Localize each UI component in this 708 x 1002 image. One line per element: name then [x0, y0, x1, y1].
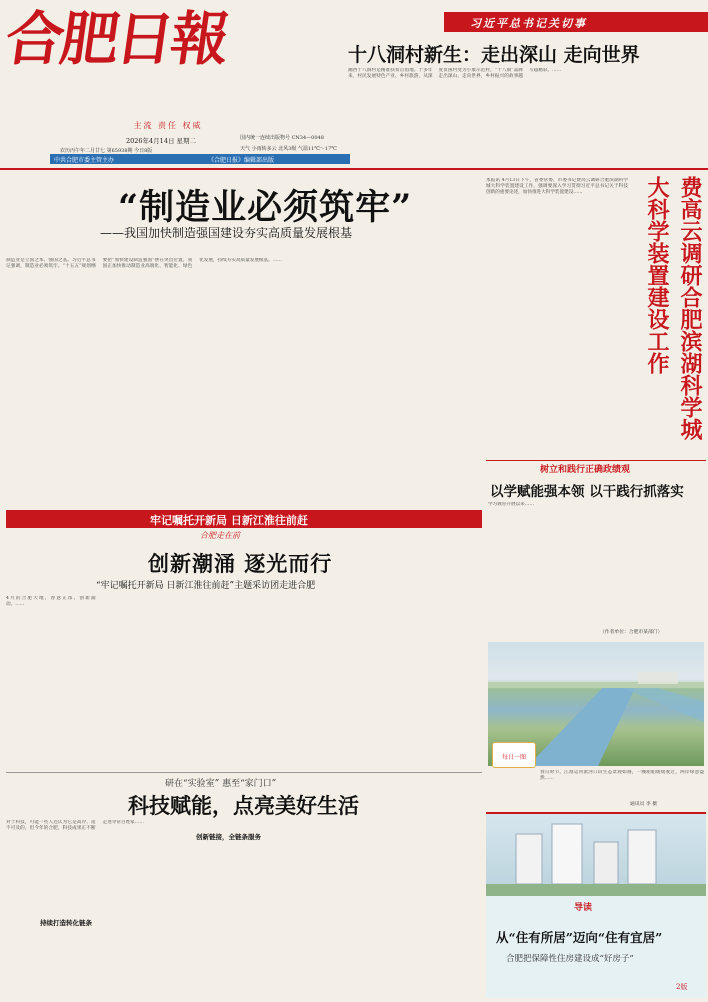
tech-headline: 科技赋能，点亮美好生活 — [128, 793, 359, 818]
tech-subhead-1: 持续打造转化链条 — [40, 919, 92, 927]
top-banner-body: 湘西十八洞村是精准扶贫首倡地。十多年来，村民发展特色产业、乡村旅游，从深度贫困村变为小康示范村，“十八洞”品牌走出深山、走向世界，乡村振兴的故事越写越精彩。…… — [348, 68, 562, 80]
photo-caption: 春日时节，江淮运河派河口段生态景观如画，一艘船舶缓缓驶过，两岸绿意盎然…… — [540, 770, 704, 782]
section-banner-text: 牢记嘱托开新局 日新江淮往前赶 — [150, 514, 308, 527]
lead-subhead: ——我国加快制造强国建设夯实高质量发展根基 — [100, 226, 353, 240]
section-body: 4月的合肥大地，春意正浓、创新涌动。…… — [6, 596, 96, 608]
tech-subhead-2: 创新链接，全链条服务 — [196, 833, 261, 841]
logo — [1, 5, 231, 73]
masthead-date: 2026年4月14日 星期二 — [126, 137, 197, 145]
side-story-body: 本报讯 4月13日下午，省委常委、市委书记费高云调研合肥滨湖科学城大科学装置建设工作，强调要深入学习贯彻习近平总书记关于科技创新的重要论述，加快推进大科学装置建设…… — [486, 178, 628, 196]
tech-rule — [6, 772, 482, 773]
top-banner-headline: 十八洞村新生：走出深山 走向世界 — [348, 44, 640, 66]
commentary-headline: 以学赋能强本领 以干践行抓落实 — [490, 484, 684, 500]
commentary-byline: （作者单位：合肥市某部门） — [600, 630, 663, 635]
commentary-rule — [486, 460, 706, 461]
promo-label: 导读 — [574, 903, 593, 913]
section-tag: 合肥走在前 — [200, 531, 240, 540]
commentary-column: 树立和践行正确政绩观 — [540, 465, 631, 475]
promo-illustration — [486, 814, 706, 896]
promo-headline: 从“住有所居”迈向“住有宜居” — [496, 930, 663, 945]
side-story-headline: 费高云调研合肥滨湖科学城大科学装置建设工作 — [644, 176, 703, 440]
photo-credit: 通讯员 李 摄 — [630, 802, 658, 807]
tech-body: 对于科技，可能一些人还认为它是高冷、遥不可及的，但今年的合肥，科技成果正不断走进寻常百姓家…… — [6, 820, 144, 832]
photo-badge — [492, 742, 536, 768]
masthead-title: 合肥日報 — [1, 5, 231, 73]
masthead-weather: 天气 小雨转多云 北风3级 气温11℃～17℃ — [240, 146, 337, 152]
commentary-body: 学习教育开展以来…… — [488, 502, 534, 507]
masthead-motto: 主流 责任 权威 — [133, 121, 203, 130]
divider — [0, 168, 708, 170]
org-bar-left: 中共合肥市委主管主办 — [54, 157, 115, 164]
top-banner-label: 习近平总书记关切事 — [470, 17, 587, 30]
org-bar-right: 《合肥日报》编辑部出版 — [208, 157, 275, 164]
promo-sub: 合肥把保障性住房建设成“好房子” — [506, 954, 634, 964]
section-headline: 创新潮涌 逐光而行 — [148, 551, 333, 576]
masthead-contact: 国内统一连续出版物号 CN34—0048 — [240, 135, 324, 141]
masthead-issue: 农历丙午年二月廿七 第65938期 今日8版 — [60, 148, 153, 154]
lead-body: 制造业是立国之本、强国之基。习近平总书记强调，制造业必须筑牢。“十五五”规划纲要把“加快建设制造强国”摆在突出位置，我国正加快推动制造业高端化、智能化、绿色化发展，持续夯实高质量发展根基。…… — [6, 258, 282, 270]
promo-image — [486, 814, 706, 896]
section-subhead: “牢记嘱托开新局 日新江淮往前赶”主题采访团走进合肥 — [96, 581, 316, 591]
tech-kicker: 研在“实验室” 惠至“家门口” — [165, 779, 277, 789]
photo-badge-text: 每日一图 — [501, 754, 526, 761]
promo-page: 2版 — [676, 983, 688, 991]
lead-headline: “制造业必须筑牢” — [118, 187, 413, 228]
